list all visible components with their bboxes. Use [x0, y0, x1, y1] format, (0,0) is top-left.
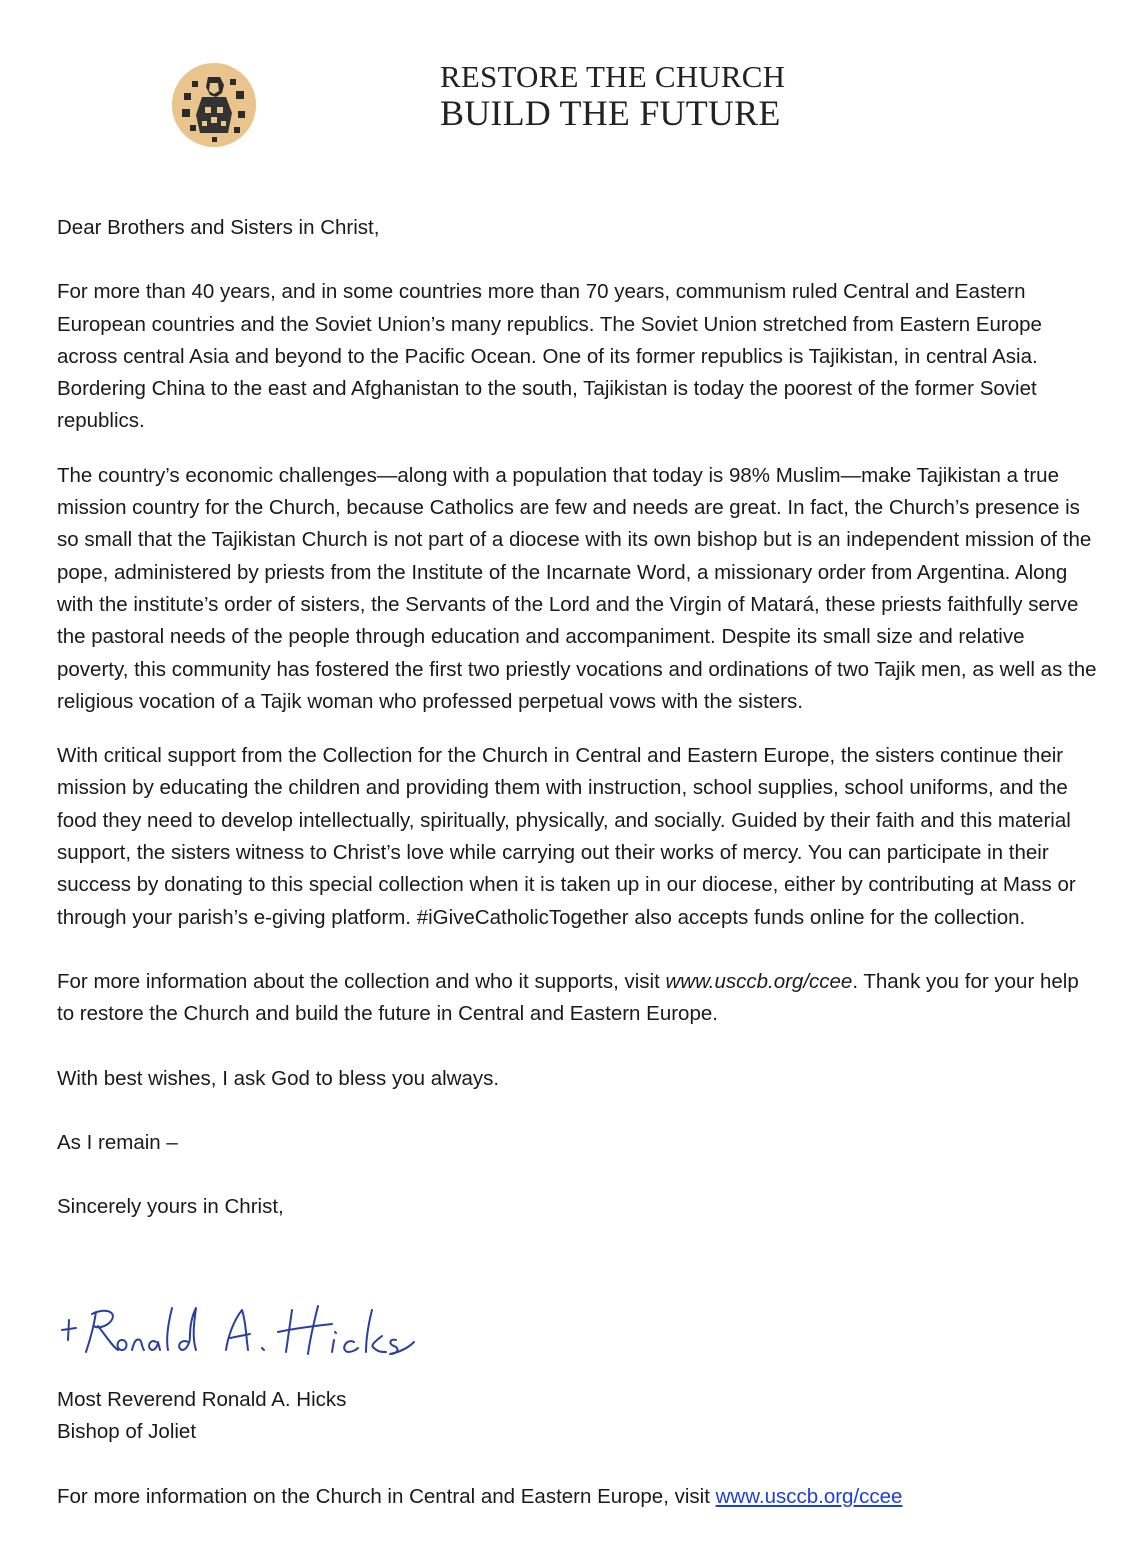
mosaic-icon: [172, 63, 256, 147]
salutation: Dear Brothers and Sisters in Christ,: [57, 216, 380, 239]
footer: [57, 1481, 902, 1513]
paragraph-4-before: For more information about the collection and who it supports, visit: [57, 969, 666, 993]
footer-text: For more information on the Church in Central and Eastern Europe, visit: [57, 1485, 716, 1508]
signer-name: Most Reverend Ronald A. Hicks: [57, 1388, 347, 1411]
paragraph-2: The country’s economic challenges—along with a population that today is 98% Muslim—make Tajikistan a true mission country for the Church, because Catholics are few and needs are great. In fact, the Church’s presence is so small that the Tajikistan Church is not part of a diocese with its own bishop but is an independent mission of the pope, administered by priests from the Institute of the Incarnate Word, a missionary order from Argentina. Along with the institute’s order of sisters, the Servants of the Lord and the Virgin of Matará, these priests faithfully serve the pastoral needs of the people through education and accompaniment. Despite its small size and relative poverty, this community has fostered the first two priestly vocations and ordinations of two Tajik men, as well as the religious vocation of a Tajik woman who professed perpetual vows with the sisters.: [57, 463, 1097, 713]
blessing: With best wishes, I ask God to bless you always.: [57, 1066, 500, 1090]
campaign-title: [440, 60, 785, 132]
letterhead: [0, 0, 1144, 180]
letter-body: [57, 212, 1097, 1223]
mosaic-seal-logo: [172, 63, 256, 147]
paragraph-1: For more than 40 years, and in some countries more than 70 years, communism ruled Central and Eastern European countries and the Soviet Union’s many republics. The Soviet Union stretched from Eastern Europe across central Asia and beyond to the Pacific Ocean. One of its former republics is Tajikistan, in central Asia. Bordering China to the east and Afghanistan to the south, Tajikistan is today the poorest of the former Soviet republics.: [57, 280, 1042, 433]
campaign-title-line1: RESTORE THE CHURCH: [440, 59, 786, 94]
paragraph-4: [57, 966, 1097, 1031]
closing: Sincerely yours in Christ,: [57, 1195, 284, 1219]
handwritten-signature: [56, 1296, 416, 1366]
campaign-title-line2: BUILD THE FUTURE: [440, 93, 781, 133]
remain-line: As I remain –: [57, 1130, 178, 1154]
footer-link[interactable]: www.usccb.org/ccee: [715, 1485, 903, 1508]
paragraph-4-url: www.usccb.org/ccee: [665, 969, 853, 993]
signature-icon: [56, 1296, 416, 1366]
paragraph-4-after: . Thank you for your help to restore the Church and build the future in Central and Eastern Europe.: [57, 969, 1079, 1026]
paragraph-3: With critical support from the Collection for the Church in Central and Eastern Europe, the sisters continue their mission by educating the children and providing them with instruction, school supplies, school uniforms, and the food they need to develop intellectually, spiritually, physically, and socially. Guided by their faith and this material support, the sisters witness to Christ’s love while carrying out their works of mercy. You can participate in their success by donating to this special collection when it is taken up in our diocese, either by contributing at Mass or through your parish’s e-giving platform. #iGiveCatholicTogether also accepts funds online for the collection.: [57, 744, 1076, 929]
signer-block: [57, 1384, 346, 1449]
signer-title: Bishop of Joliet: [57, 1420, 197, 1444]
